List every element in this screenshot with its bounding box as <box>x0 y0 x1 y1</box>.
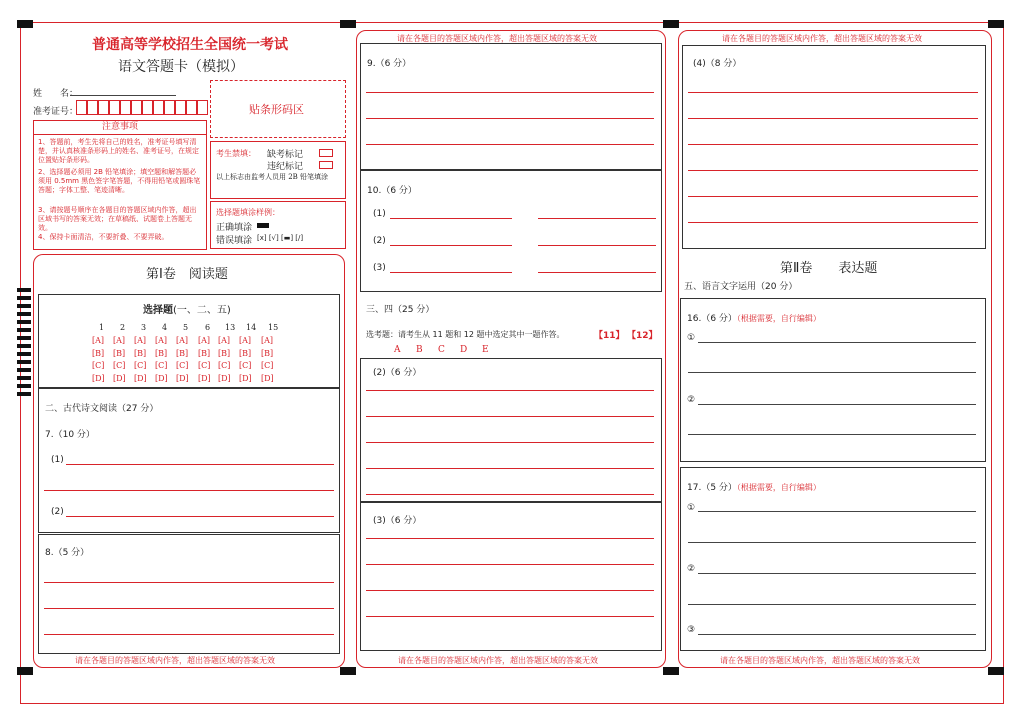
timing-mark <box>17 20 33 28</box>
answer-bubble[interactable]: [D] <box>239 373 252 383</box>
q17-box <box>680 467 986 651</box>
section2-title: 二、古代诗文阅读（27 分） <box>45 404 159 414</box>
name-field[interactable] <box>70 95 176 96</box>
answer-bubble[interactable]: [B] <box>198 348 211 358</box>
answer-bubble[interactable]: [A] <box>239 336 252 345</box>
notice-item: 3、请按题号顺序在各题目的答题区域内作答，超出区域书写的答案无效；在草稿纸、试题卷上答题无效。 <box>38 206 197 232</box>
answer-bubble[interactable]: [B] <box>239 348 252 358</box>
choice-title: 选择题 <box>143 305 173 316</box>
q17-hint: （根据需要，自行编辑） <box>736 483 821 492</box>
q10-item-label: (2) <box>373 236 386 246</box>
q16-box <box>680 298 986 462</box>
side-timing-mark <box>17 352 31 356</box>
q17-item-1: ① <box>687 503 696 513</box>
q7-label: 7.（10 分） <box>45 430 95 440</box>
wrong-samples: [x] [√] [▬] [/] <box>257 234 304 242</box>
section5-title: 五、语言文字运用（20 分） <box>684 282 798 292</box>
part2-title: 第Ⅱ卷 表达题 <box>780 261 878 276</box>
answer-bubble[interactable]: [B] <box>134 348 147 358</box>
letter-option[interactable]: D <box>460 345 468 355</box>
answer-bubble[interactable]: [C] <box>218 361 231 370</box>
absent-label: 缺考标记 <box>267 150 304 160</box>
side-timing-mark <box>17 304 31 308</box>
q-3-box <box>360 502 662 651</box>
answer-line[interactable] <box>538 218 656 219</box>
sample-box <box>210 201 346 249</box>
choice-heading <box>143 301 231 316</box>
q-2-label: (2)（6 分） <box>373 368 422 378</box>
letter-option[interactable]: B <box>416 345 423 355</box>
side-timing-mark <box>17 336 31 340</box>
answer-line[interactable] <box>390 272 512 273</box>
answer-bubble[interactable]: [A] <box>113 336 126 345</box>
q17-heading <box>687 480 821 493</box>
letter-option[interactable]: C <box>438 345 445 355</box>
answer-line[interactable] <box>66 464 334 465</box>
answer-line[interactable] <box>688 118 978 119</box>
answer-line[interactable] <box>688 372 976 373</box>
answer-line[interactable] <box>688 604 976 605</box>
answer-line[interactable] <box>538 245 656 246</box>
answer-bubble[interactable]: [B] <box>218 348 231 358</box>
answer-line[interactable] <box>366 144 654 145</box>
answer-line[interactable] <box>366 564 654 565</box>
answer-line[interactable] <box>698 634 976 635</box>
answer-bubble[interactable]: [D] <box>92 373 105 383</box>
timing-mark <box>988 667 1004 675</box>
question-number: 1 <box>99 323 105 332</box>
answer-line[interactable] <box>366 442 654 443</box>
answer-line[interactable] <box>698 573 976 574</box>
q17-item-2: ② <box>687 564 696 574</box>
answer-line[interactable] <box>390 218 512 219</box>
q16-heading <box>687 311 821 324</box>
q7-part1-label: (1) <box>51 455 64 465</box>
correct-sample <box>257 223 269 228</box>
q10-item-label: (3) <box>373 263 386 273</box>
answer-line[interactable] <box>366 416 654 417</box>
timing-mark <box>340 667 356 675</box>
q17-item-3: ③ <box>687 625 696 635</box>
card-title: 语文答题卡（模拟） <box>118 59 244 75</box>
answer-line[interactable] <box>390 245 512 246</box>
ticket-number-boxes[interactable] <box>76 100 208 115</box>
answer-bubble[interactable]: [C] <box>176 361 189 370</box>
barcode-area <box>210 80 346 138</box>
absent-checkbox[interactable] <box>319 149 333 157</box>
answer-bubble[interactable]: [C] <box>198 361 211 370</box>
side-timing-mark <box>17 312 31 316</box>
answer-bubble[interactable]: [A] <box>92 336 105 345</box>
answer-bubble[interactable]: [C] <box>92 361 105 370</box>
answer-bubble[interactable]: [C] <box>134 361 147 370</box>
violation-checkbox[interactable] <box>319 161 333 169</box>
q8-label: 8.（5 分） <box>45 548 90 558</box>
answer-bubble[interactable]: [D] <box>134 373 147 383</box>
question-number: 15 <box>268 323 279 332</box>
timing-mark <box>17 667 33 675</box>
q4-label: (4)（8 分） <box>693 59 742 69</box>
question-number: 5 <box>183 323 189 332</box>
answer-line[interactable] <box>44 634 334 635</box>
answer-line[interactable] <box>688 92 978 93</box>
choice-box <box>38 294 340 388</box>
answer-bubble[interactable]: [C] <box>155 361 168 370</box>
letter-option[interactable]: A <box>394 345 401 355</box>
side-timing-mark <box>17 384 31 388</box>
answer-line[interactable] <box>366 538 654 539</box>
q17-label: 17.（5 分） <box>687 483 737 493</box>
answer-line[interactable] <box>688 542 976 543</box>
answer-line[interactable] <box>44 490 334 491</box>
answer-bubble[interactable]: [C] <box>113 361 126 370</box>
q4-box <box>682 45 986 249</box>
boundary-notice: 请在各题目的答题区域内作答，超出答题区域的答案无效 <box>722 34 922 43</box>
q9-label: 9.（6 分） <box>367 59 412 69</box>
answer-bubble[interactable]: [D] <box>113 373 126 383</box>
answer-bubble[interactable]: [C] <box>261 361 274 370</box>
name-label: 姓 名： <box>33 89 79 99</box>
answer-line[interactable] <box>44 608 334 609</box>
answer-bubble[interactable]: [D] <box>218 373 231 383</box>
answer-bubble[interactable]: [D] <box>261 373 274 383</box>
answer-bubble[interactable]: [C] <box>239 361 252 370</box>
notice-item: 4、保持卡面清洁，不要折叠、不要弄破。 <box>38 233 169 241</box>
section2-box <box>38 388 340 533</box>
notice-item: 1、答题前，考生先将自己的姓名，准考证号填写清楚，并认真核准条形码上的姓名、准考证号，在规定位置贴好条形码。 <box>38 138 199 164</box>
letter-option[interactable]: E <box>482 345 489 355</box>
answer-bubble[interactable]: [A] <box>134 336 147 345</box>
question-number: 3 <box>141 323 147 332</box>
answer-bubble[interactable]: [D] <box>176 373 189 383</box>
answer-line[interactable] <box>44 582 334 583</box>
notice-box <box>33 120 207 250</box>
answer-bubble[interactable]: [A] <box>218 336 231 345</box>
answer-bubble[interactable]: [B] <box>261 348 274 358</box>
side-timing-mark <box>17 392 31 396</box>
side-timing-mark <box>17 360 31 364</box>
notice-title: 注意事项 <box>34 121 206 135</box>
answer-line[interactable] <box>366 616 654 617</box>
section3-title: 三、四（25 分） <box>366 305 435 315</box>
answer-line[interactable] <box>66 516 334 517</box>
answer-line[interactable] <box>688 170 978 171</box>
option-11[interactable]: 【11】 <box>594 331 625 341</box>
q-3-label: (3)（6 分） <box>373 516 422 526</box>
timing-mark <box>988 20 1004 28</box>
violation-label: 违纪标记 <box>267 162 304 172</box>
proctor-box <box>210 141 346 199</box>
answer-bubble[interactable]: [B] <box>113 348 126 358</box>
answer-line[interactable] <box>688 144 978 145</box>
q8-box <box>38 534 340 654</box>
timing-mark <box>340 20 356 28</box>
question-number: 13 <box>225 323 236 332</box>
q10-item-label: (1) <box>373 209 386 219</box>
part1-title: 第Ⅰ卷 阅读题 <box>146 267 228 282</box>
answer-line[interactable] <box>366 118 654 119</box>
q16-hint: （根据需要，自行编辑） <box>736 314 821 323</box>
side-timing-mark <box>17 288 31 292</box>
answer-line[interactable] <box>366 468 654 469</box>
answer-bubble[interactable]: [B] <box>176 348 189 358</box>
question-number: 6 <box>205 323 211 332</box>
side-timing-mark <box>17 368 31 372</box>
question-number: 4 <box>162 323 168 332</box>
q10-label: 10.（6 分） <box>367 186 417 196</box>
q16-item-1: ① <box>687 333 696 343</box>
answer-bubble[interactable]: [D] <box>198 373 211 383</box>
ticket-label: 准考证号： <box>33 107 79 117</box>
choice-sub: (一、二、五) <box>173 305 231 316</box>
boundary-notice: 请在各题目的答题区域内作答，超出答题区域的答案无效 <box>720 656 920 665</box>
answer-line[interactable] <box>366 390 654 391</box>
barcode-label: 贴条形码区 <box>249 103 304 116</box>
boundary-notice: 请在各题目的答题区域内作答，超出答题区域的答案无效 <box>398 656 598 665</box>
timing-mark <box>663 667 679 675</box>
answer-line[interactable] <box>688 222 978 223</box>
wrong-label: 错误填涂 <box>216 236 253 246</box>
option-12[interactable]: 【12】 <box>627 331 658 341</box>
answer-bubble[interactable]: [A] <box>261 336 274 345</box>
q7-part2-label: (2) <box>51 507 64 517</box>
question-number: 2 <box>120 323 126 332</box>
sample-title: 选择题填涂样例： <box>216 208 280 217</box>
answer-bubble[interactable]: [B] <box>155 348 168 358</box>
q-2-box <box>360 358 662 502</box>
boundary-notice: 请在各题目的答题区域内作答，超出答题区域的答案无效 <box>75 656 275 665</box>
correct-label: 正确填涂 <box>216 223 253 233</box>
optional-question-text: 选考题：请考生从 11 题和 12 题中选定其中一题作答。 <box>366 330 565 339</box>
answer-line[interactable] <box>366 494 654 495</box>
side-timing-mark <box>17 296 31 300</box>
notice-item: 2、选择题必须用 2B 铅笔填涂；填空题和解答题必须用 0.5mm 黑色签字笔答题，不得用铅笔或圆珠笔答题；字体工整、笔迹清晰。 <box>38 168 201 194</box>
answer-bubble[interactable]: [A] <box>176 336 189 345</box>
exam-title: 普通高等学校招生全国统一考试 <box>92 37 288 53</box>
answer-line[interactable] <box>366 590 654 591</box>
side-timing-mark <box>17 328 31 332</box>
proctor-note: 以上标志由监考人员用 2B 铅笔填涂 <box>216 173 329 181</box>
answer-bubble[interactable]: [B] <box>92 348 105 358</box>
q16-item-2: ② <box>687 395 696 405</box>
proctor-label: 考生禁填： <box>216 149 256 158</box>
answer-bubble[interactable]: [D] <box>155 373 168 383</box>
answer-line[interactable] <box>698 404 976 405</box>
answer-line[interactable] <box>688 434 976 435</box>
answer-line[interactable] <box>366 92 654 93</box>
boundary-notice: 请在各题目的答题区域内作答，超出答题区域的答案无效 <box>397 34 597 43</box>
answer-line[interactable] <box>698 342 976 343</box>
side-timing-mark <box>17 344 31 348</box>
answer-bubble[interactable]: [A] <box>155 336 168 345</box>
answer-line[interactable] <box>688 196 978 197</box>
q9-box <box>360 43 662 170</box>
q16-label: 16.（6 分） <box>687 314 737 324</box>
answer-line[interactable] <box>698 511 976 512</box>
timing-mark <box>663 20 679 28</box>
answer-bubble[interactable]: [A] <box>198 336 211 345</box>
q10-box <box>360 170 662 292</box>
side-timing-mark <box>17 320 31 324</box>
side-timing-mark <box>17 376 31 380</box>
question-number: 14 <box>246 323 257 332</box>
answer-line[interactable] <box>538 272 656 273</box>
